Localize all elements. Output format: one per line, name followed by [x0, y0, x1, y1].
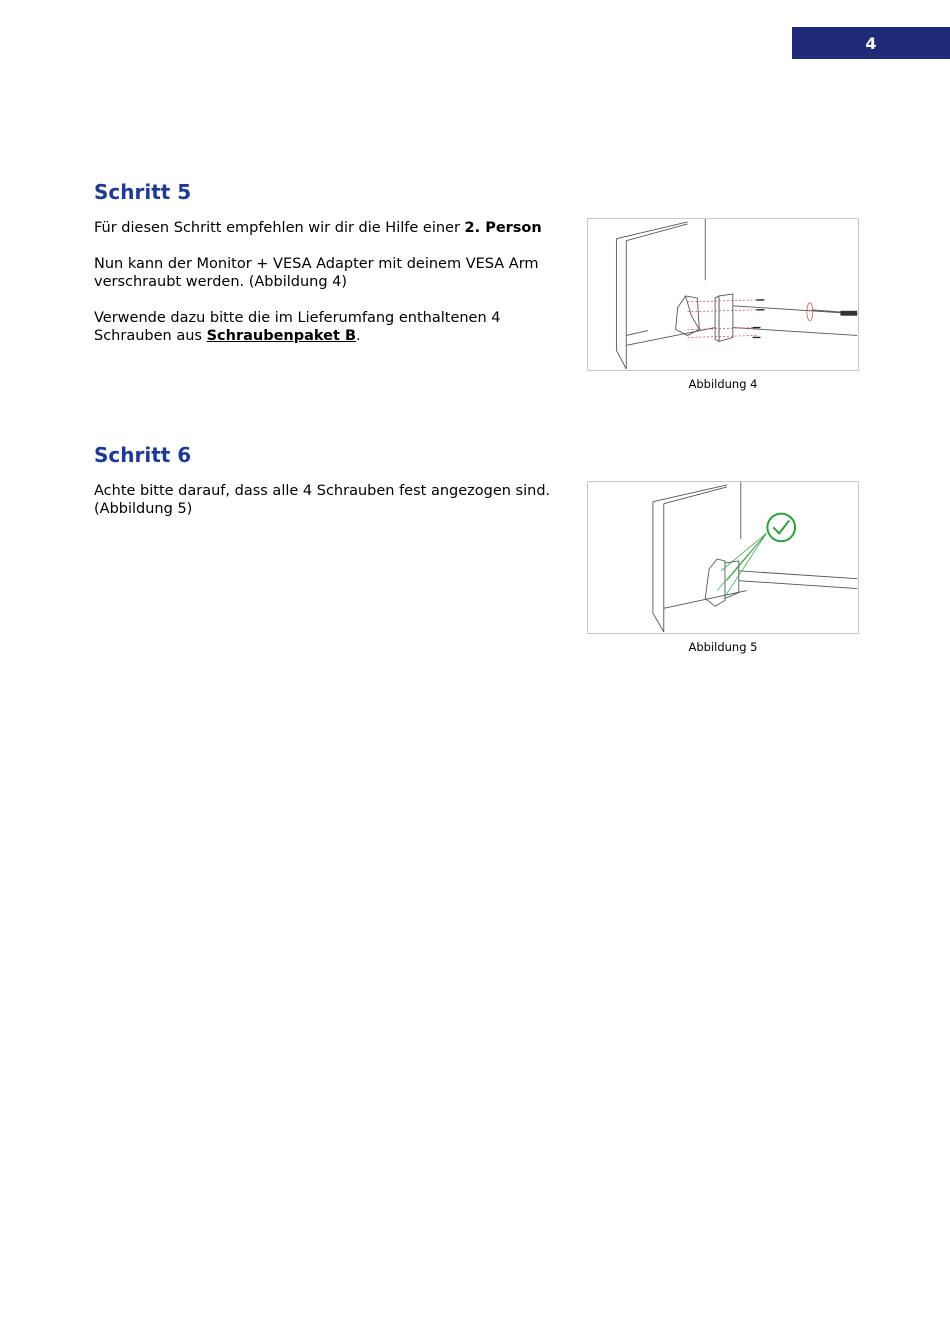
step5-p1-text: Für diesen Schritt empfehlen wir dir die Hilfe einer	[94, 220, 465, 236]
step5-p3-end: .	[356, 328, 361, 344]
figure-5-caption: Abbildung 5	[688, 640, 758, 654]
step6-paragraph-1: Achte bitte darauf, dass alle 4 Schrauben fest angezogen sind. (Abbildung 5)	[94, 483, 551, 517]
monitor-vesa-arm-tightened-drawing	[588, 482, 858, 633]
figure-5-illustration	[587, 481, 859, 634]
step5-p3-text: Verwende dazu bitte die im Lieferumfang enthaltenen 4 Schrauben aus	[94, 310, 501, 344]
step6-title: Schritt 6	[94, 443, 192, 467]
page-number-badge: 4	[792, 27, 950, 59]
step5-title: Schritt 5	[94, 180, 192, 204]
step5-paragraph-3	[94, 309, 554, 345]
check-circle-icon	[767, 514, 795, 542]
monitor-vesa-arm-assembly-drawing	[588, 219, 858, 370]
figure-4-illustration	[587, 218, 859, 371]
rotation-arrow-icon	[807, 303, 813, 321]
step5-paragraph-1	[94, 219, 554, 237]
step5-text	[94, 219, 554, 363]
step5-p1-bold: 2. Person	[464, 220, 542, 236]
step5-paragraph-2: Nun kann der Monitor + VESA Adapter mit deinem VESA Arm verschraubt werden. (Abbildung 4)	[94, 256, 539, 290]
figure-4-caption: Abbildung 4	[688, 377, 758, 391]
screwdriver-icon	[840, 311, 857, 316]
screw-pack-b-label: Schraubenpaket B	[206, 328, 357, 344]
step6-text	[94, 482, 554, 536]
